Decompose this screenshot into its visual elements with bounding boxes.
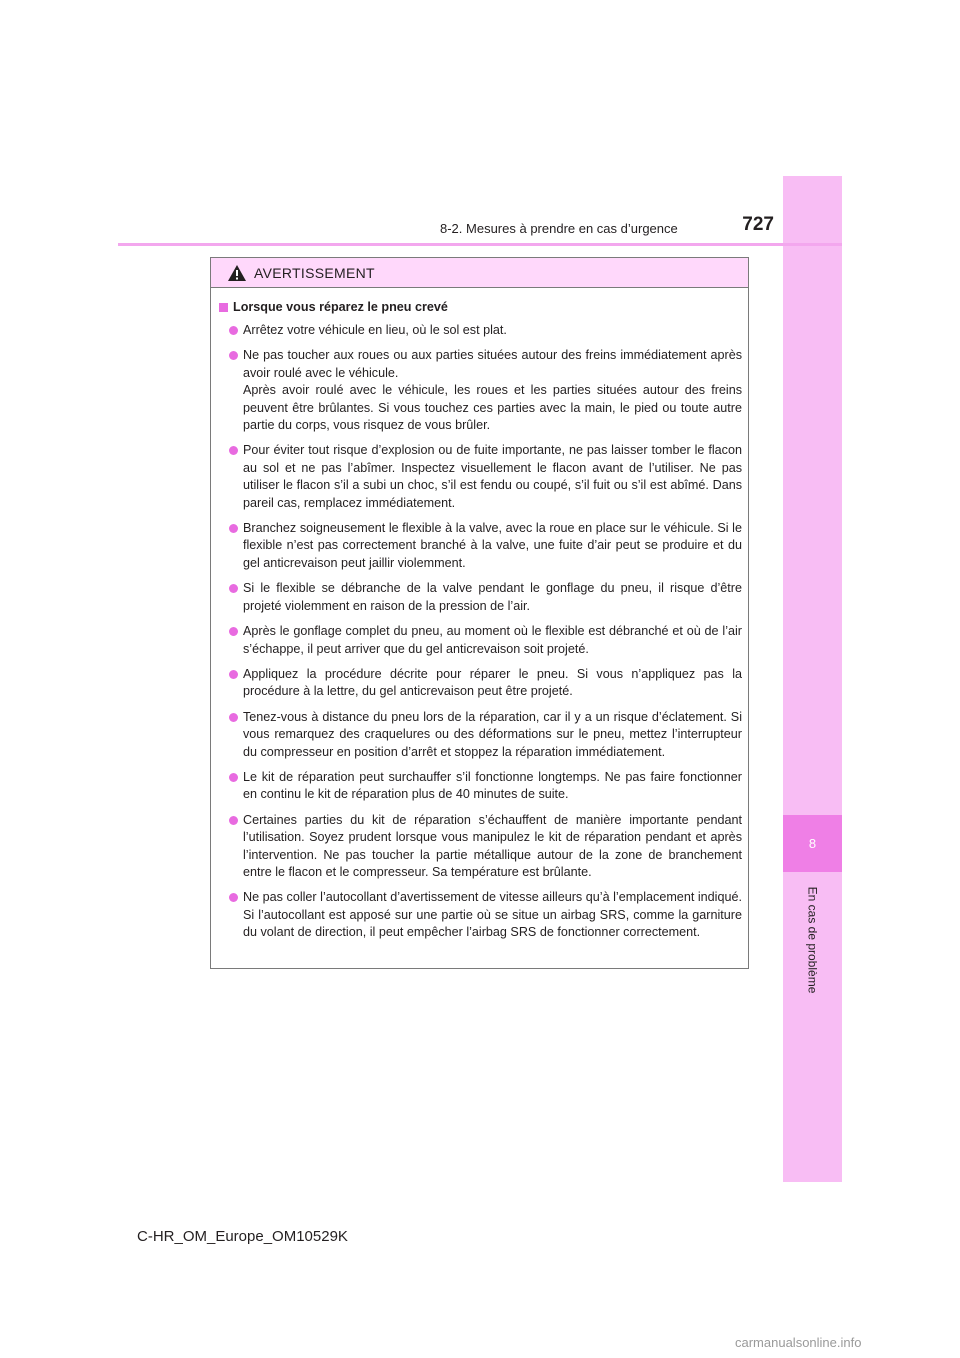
warning-item-text: Ne pas coller l’autocollant d’avertissement de vitesse ailleurs qu’à l’emplacement indiqué. Si l’autocollant est apposé sur une partie où se situe un airbag SRS, comme la garniture du volant de direction, il peut empêcher l’airbag SRS de fonctionner correctement. [243, 890, 742, 940]
warning-body [211, 288, 748, 942]
warning-title: AVERTISSEMENT [254, 264, 375, 281]
document-id: C-HR_OM_Europe_OM10529K [137, 1228, 348, 1245]
side-tab [783, 176, 842, 1182]
section-title: 8-2. Mesures à prendre en cas d’urgence [440, 221, 678, 236]
warning-item [219, 442, 742, 512]
warning-item-text: Arrêtez votre véhicule en lieu, où le sol est plat. [243, 323, 507, 337]
warning-item [219, 666, 742, 701]
warning-item-text: Tenez-vous à distance du pneu lors de la réparation, car il y a un risque d’éclatement. Si vous remarquez des craquelures ou des déformations sur le pneu, mettez l’interrupteur du compresseur en position d’arrêt et stoppez la réparation immédiatement. [243, 709, 742, 759]
circle-bullet-icon [229, 584, 238, 593]
warning-item [219, 580, 742, 615]
square-bullet-icon [219, 303, 228, 312]
warning-box [210, 257, 749, 969]
circle-bullet-icon [229, 351, 238, 360]
warning-item-text: Si le flexible se débranche de la valve pendant le gonflage du pneu, il risque d’être projeté violemment en raison de la pression de l’air. [243, 581, 742, 613]
warning-item-text: Pour éviter tout risque d’explosion ou de fuite importante, ne pas laisser tomber le flacon au sol et ne pas l’abîmer. Inspectez visuellement le flacon avant de l’utiliser. Ne pas utiliser le flacon s’il a subi un choc, s’il est fendu ou coupé, s’il fuit ou s’il est abîmé. Dans pareil cas, remplacez immédiatement. [243, 443, 742, 510]
chapter-title-tab [783, 880, 842, 1000]
warning-header [211, 258, 748, 288]
warning-item-text: Ne pas toucher aux roues ou aux parties situées autour des freins immédiatement après avoir roulé avec le véhicule. [243, 348, 742, 380]
watermark: carmanualsonline.info [735, 1335, 862, 1350]
warning-item [219, 347, 742, 434]
warning-heading [219, 300, 742, 314]
warning-item-text: Après le gonflage complet du pneu, au moment où le flexible est débranché et où de l’air s’échappe, il peut arriver que du gel anticrevaison soit projeté. [243, 624, 742, 656]
warning-item [219, 520, 742, 572]
circle-bullet-icon [229, 627, 238, 636]
warning-item-text: Appliquez la procédure décrite pour réparer le pneu. Si vous n’appliquez pas la procédure à la lettre, du gel anticrevaison peut être projeté. [243, 666, 742, 699]
circle-bullet-icon [229, 446, 238, 455]
circle-bullet-icon [229, 524, 238, 533]
circle-bullet-icon [229, 893, 238, 902]
warning-item [219, 812, 742, 882]
header-divider [118, 243, 842, 246]
warning-item [219, 889, 742, 941]
circle-bullet-icon [229, 713, 238, 722]
warning-item-text: Certaines parties du kit de réparation s’échauffent de manière importante pendant l’utilisation. Soyez prudent lorsque vous manipulez le kit de réparation pendant et après l’intervention. Ne pas toucher la partie métallique autour de la zone de branchement entre le flacon et le compresseur. Sa température est brûlante. [243, 812, 742, 879]
warning-item [219, 623, 742, 658]
warning-item-text: Le kit de réparation peut surchauffer s’il fonctionne longtemps. Ne pas faire fonctionner en continu le kit de réparation plus de 40 minutes de suite. [243, 769, 742, 802]
warning-triangle-icon [227, 264, 247, 282]
warning-item [219, 769, 742, 804]
circle-bullet-icon [229, 816, 238, 825]
warning-list [219, 322, 742, 942]
warning-item [219, 322, 742, 339]
circle-bullet-icon [229, 326, 238, 335]
circle-bullet-icon [229, 773, 238, 782]
page-number: 727 [742, 214, 774, 235]
chapter-title: En cas de problème [805, 886, 820, 994]
warning-item [219, 709, 742, 761]
warning-item-text: Branchez soigneusement le flexible à la valve, avec la roue en place sur le véhicule. Si le flexible n’est pas correctement branché à la valve, une fuite d’air peut se produire et du gel anticrevaison peut jaillir violemment. [243, 521, 742, 570]
chapter-number-tab[interactable] [783, 815, 842, 872]
circle-bullet-icon [229, 670, 238, 679]
warning-heading-text: Lorsque vous réparez le pneu crevé [233, 300, 448, 314]
chapter-number: 8 [808, 836, 817, 851]
warning-item-text: Après avoir roulé avec le véhicule, les roues et les parties situées autour des freins peuvent être brûlantes. Si vous touchez ces parties avec la main, le pied ou toute autre partie du corps, vous risquez de vous brûler. [243, 383, 742, 433]
